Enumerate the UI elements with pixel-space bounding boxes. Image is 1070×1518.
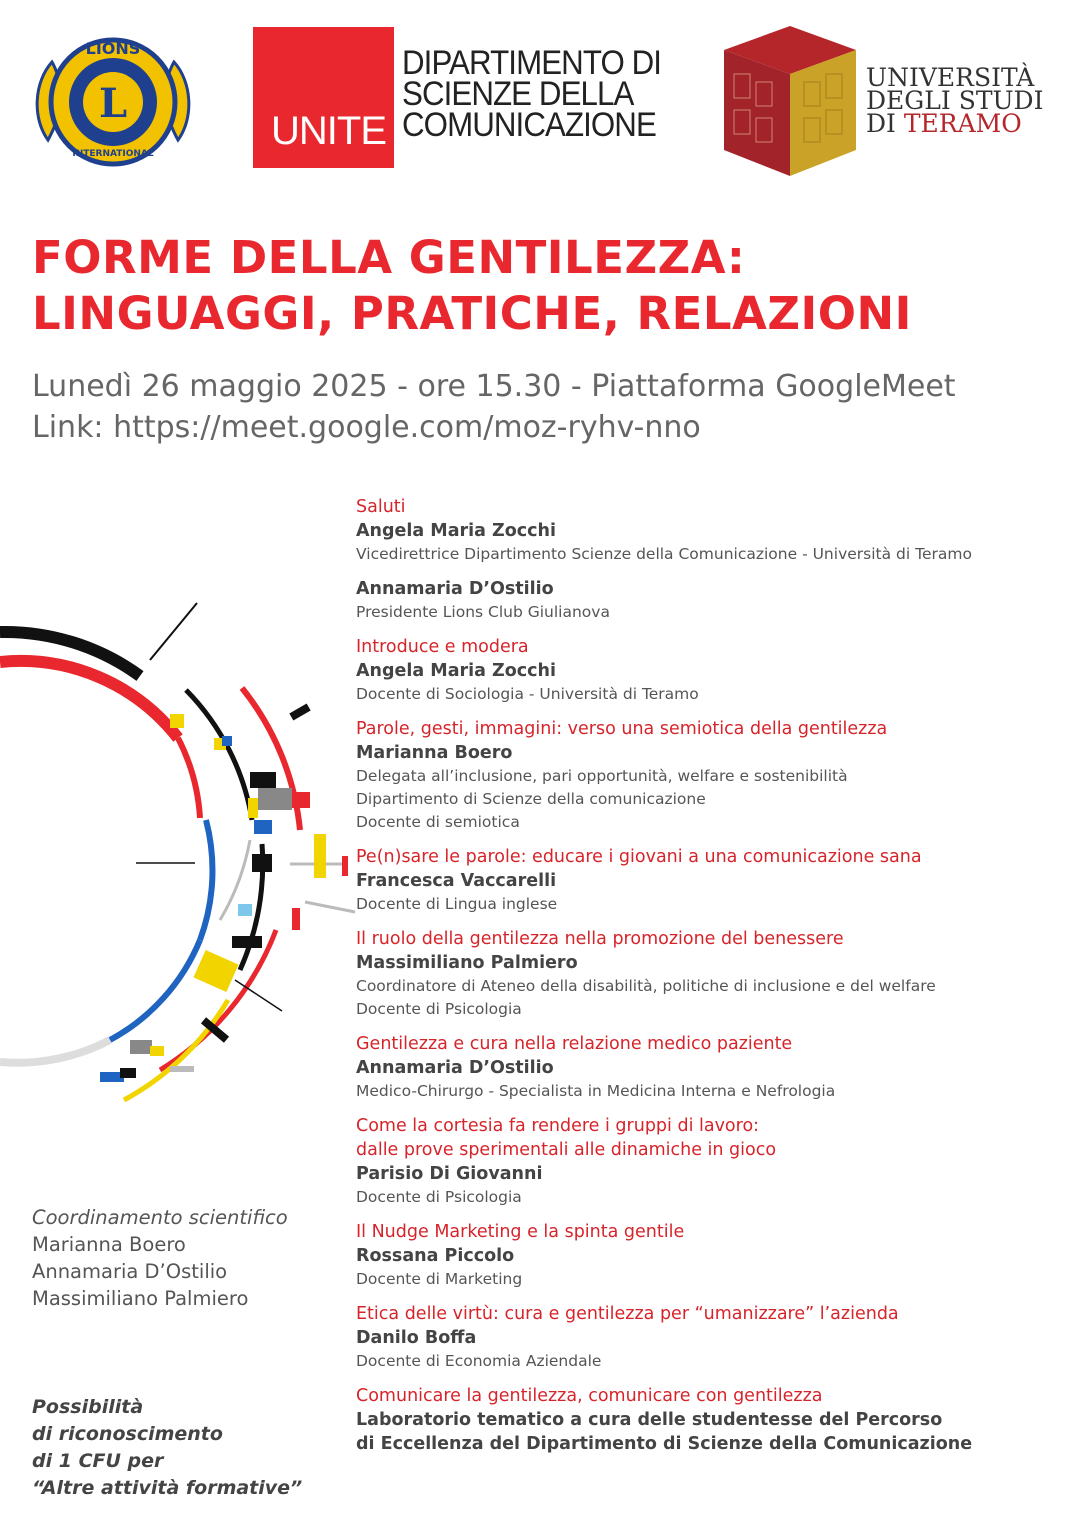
- program-item-speaker: Laboratorio tematico a cura delle studentesse del Percorso: [356, 1410, 943, 1430]
- title-line: LINGUAGGI, PRATICHE, RELAZIONI: [32, 287, 912, 340]
- program-item-role: Medico-Chirurgo - Specialista in Medicina Interna e Nefrologia: [356, 1082, 836, 1100]
- program-item-role: Docente di Psicologia: [356, 1188, 522, 1206]
- program-item-speaker: Danilo Boffa: [356, 1328, 477, 1348]
- program-item: [356, 845, 1056, 916]
- program-item-speaker: Francesca Vaccarelli: [356, 871, 557, 891]
- coordinator-name: Massimiliano Palmiero: [32, 1287, 249, 1310]
- university-prefix: DI: [866, 109, 904, 138]
- program-item-title: dalle prove sperimentali alle dinamiche in gioco: [356, 1140, 777, 1160]
- cfu-line: “Altre attività formative”: [32, 1477, 303, 1499]
- program-item: [356, 1220, 1056, 1291]
- cfu-line: di riconoscimento: [32, 1423, 223, 1445]
- department-line: DIPARTIMENTO DI: [402, 44, 662, 82]
- university-line: DEGLI STUDI: [866, 86, 1044, 115]
- program-item-speaker: Angela Maria Zocchi: [356, 521, 556, 541]
- lions-logo-bottom-text: INTERNATIONAL: [72, 149, 154, 159]
- program-item-speaker: Annamaria D’Ostilio: [356, 1058, 554, 1078]
- program-item-title: Come la cortesia fa rendere i gruppi di lavoro:: [356, 1116, 760, 1136]
- program-item-speaker: di Eccellenza del Dipartimento di Scienze della Comunicazione: [356, 1434, 973, 1454]
- program-item-speaker: Marianna Boero: [356, 743, 513, 763]
- program-item-speaker: Parisio Di Giovanni: [356, 1164, 543, 1184]
- coordinator-name: Annamaria D’Ostilio: [32, 1260, 228, 1283]
- program-item-title: Parole, gesti, immagini: verso una semiotica della gentilezza: [356, 719, 888, 739]
- program-item: [356, 577, 1056, 624]
- coordination-heading: Coordinamento scientifico: [32, 1206, 288, 1229]
- program-item-role: Docente di Lingua inglese: [356, 895, 558, 913]
- program-item-speaker: Annamaria D’Ostilio: [356, 579, 554, 599]
- scientific-coordination: [32, 1204, 288, 1312]
- program-item: [356, 1032, 1056, 1103]
- department-name: [402, 44, 662, 144]
- program-item-role: Docente di semiotica: [356, 813, 520, 831]
- university-cube-logo: [720, 22, 860, 178]
- cfu-line: di 1 CFU per: [32, 1450, 164, 1472]
- program-item-role: Docente di Psicologia: [356, 1000, 522, 1018]
- university-line: UNIVERSITÀ: [866, 63, 1035, 92]
- decorative-circle-graphic: [0, 590, 360, 1120]
- program-item-speaker: Rossana Piccolo: [356, 1246, 515, 1266]
- program-item-title: Etica delle virtù: cura e gentilezza per “umanizzare” l’azienda: [356, 1304, 899, 1324]
- program-item-title: Gentilezza e cura nella relazione medico paziente: [356, 1034, 793, 1054]
- program-item-role: Docente di Marketing: [356, 1270, 523, 1288]
- program-item: [356, 1384, 1056, 1456]
- program-item-role: Presidente Lions Club Giulianova: [356, 603, 610, 621]
- lions-logo-top-text: LIONS: [85, 39, 141, 58]
- program-item: [356, 1302, 1056, 1373]
- program-item-title: Introduce e modera: [356, 637, 529, 657]
- event-date-line: Lunedì 26 maggio 2025 - ore 15.30 - Piattaforma GoogleMeet: [32, 369, 956, 404]
- cfu-line: Possibilità: [32, 1396, 144, 1418]
- title-line: FORME DELLA GENTILEZZA:: [32, 231, 746, 284]
- program-item-speaker: Massimiliano Palmiero: [356, 953, 578, 973]
- event-title: [32, 230, 912, 342]
- program-item-title: Il ruolo della gentilezza nella promozione del benessere: [356, 929, 844, 949]
- department-line: SCIENZE DELLA: [402, 75, 634, 113]
- program-item: [356, 635, 1056, 706]
- university-line-last: [866, 109, 1043, 138]
- program-item-role: Docente di Sociologia - Università di Teramo: [356, 685, 699, 703]
- program-item: [356, 1114, 1056, 1209]
- unite-logo: [253, 27, 394, 168]
- event-details: [32, 366, 956, 448]
- university-name: [866, 63, 1044, 138]
- program-item-title: Il Nudge Marketing e la spinta gentile: [356, 1222, 685, 1242]
- program-item-title: Pe(n)sare le parole: educare i giovani a una comunicazione sana: [356, 847, 922, 867]
- lions-logo-letter: L: [98, 80, 128, 127]
- lions-logo: [30, 22, 196, 178]
- program-item-title: Saluti: [356, 497, 406, 517]
- program-item-title: Comunicare la gentilezza, comunicare con gentilezza: [356, 1386, 823, 1406]
- program-item-role: Vicedirettrice Dipartimento Scienze della Comunicazione - Università di Teramo: [356, 545, 972, 563]
- program-item-speaker: Angela Maria Zocchi: [356, 661, 556, 681]
- university-city: TERAMO: [903, 109, 1022, 138]
- unite-logo-text: UNITE: [271, 109, 386, 153]
- cfu-note: [32, 1394, 302, 1502]
- program-item: [356, 495, 1056, 566]
- program-item-role: Delegata all’inclusione, pari opportunità, welfare e sostenibilità: [356, 767, 848, 785]
- program-item-role: Docente di Economia Aziendale: [356, 1352, 602, 1370]
- coordinator-name: Marianna Boero: [32, 1233, 186, 1256]
- program-list: [356, 495, 1056, 1467]
- program-item-role: Dipartimento di Scienze della comunicazione: [356, 790, 706, 808]
- department-line: COMUNICAZIONE: [402, 106, 656, 144]
- program-item: [356, 927, 1056, 1021]
- event-link[interactable]: Link: https://meet.google.com/moz-ryhv-nno: [32, 410, 701, 445]
- program-item-role: Coordinatore di Ateneo della disabilità, politiche di inclusione e del welfare: [356, 977, 936, 995]
- program-item: [356, 717, 1056, 834]
